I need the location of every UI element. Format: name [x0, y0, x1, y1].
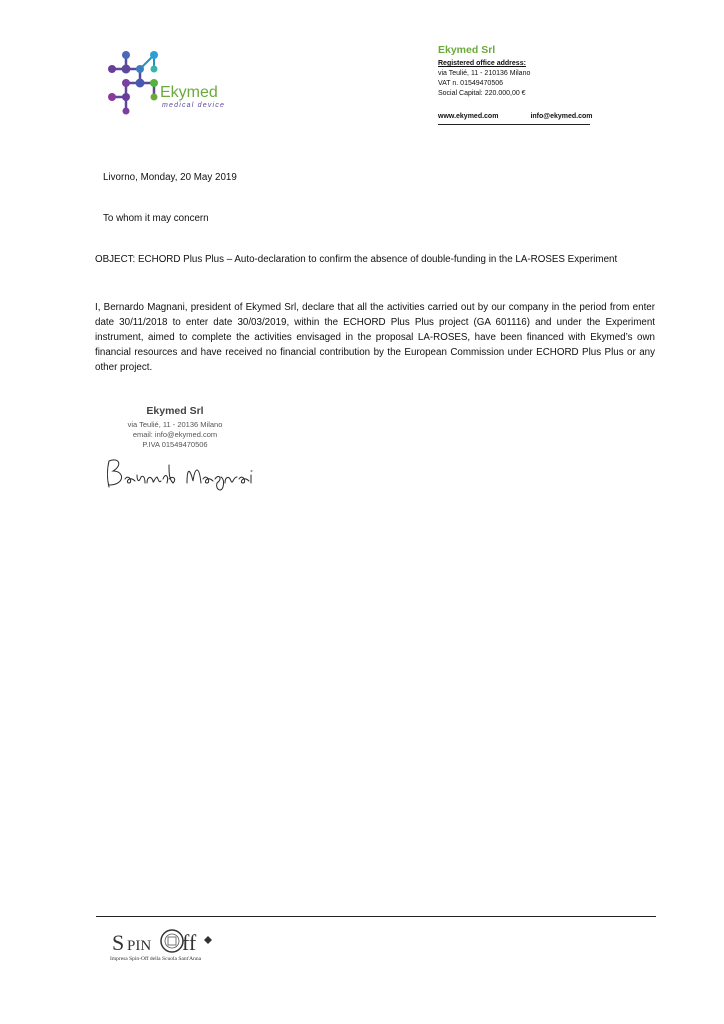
letter-declaration: I, Bernardo Magnani, president of Ekymed Srl, declare that all the activities carried out by our company in the period from enter date 30/11/2018 to enter date 30/03/2019, within the ECHORD Plus Plus project (GA 601116) and under the Experiment instrument, aimed to complete the activities envisaged in the proposal LA-ROSES, have been financed with Ekymed’s own financial resources and have received no financial contribution by the European Commission under ECHORD Plus Plus or any other project. — [95, 302, 655, 373]
stamp-address: via Teulié, 11 - 20136 Milano — [127, 420, 223, 429]
logo-brand-text: Ekymed — [160, 84, 218, 101]
office-label: Registered office address: — [438, 60, 526, 67]
email-link[interactable]: info@ekymed.com — [530, 113, 593, 120]
company-name: Ekymed Srl — [438, 44, 496, 56]
ekymed-molecule-icon — [100, 45, 235, 117]
handwritten-signature — [103, 455, 263, 493]
svg-text:ff: ff — [182, 930, 197, 955]
letter-date: Livorno, Monday, 20 May 2019 — [103, 172, 237, 183]
vat-number: VAT n. 01549470506 — [438, 80, 503, 87]
diamond-icon — [204, 936, 212, 944]
stamp-email: email: info@ekymed.com — [132, 430, 218, 439]
stamp-piva: P.IVA 01549470506 — [142, 440, 208, 449]
svg-text:PIN: PIN — [127, 938, 152, 954]
website-link[interactable]: www.ekymed.com — [438, 113, 499, 120]
stamp-company-name: Ekymed Srl — [146, 405, 204, 417]
header-divider — [438, 124, 590, 125]
company-header — [438, 44, 678, 99]
ekymed-logo — [100, 45, 235, 117]
spinoff-logo — [110, 922, 240, 970]
social-capital: Social Capital: 220.000,00 € — [438, 90, 526, 97]
footer-divider — [96, 916, 656, 917]
seal-icon — [161, 930, 183, 952]
company-stamp — [110, 405, 240, 450]
office-address: via Teulié, 11 - 210136 Milano — [438, 70, 531, 77]
logo-tagline-text: medical device — [162, 102, 226, 109]
contact-row — [438, 113, 593, 120]
svg-text:S: S — [112, 930, 125, 955]
footer-caption: Impresa Spin-Off della Scuola Sant'Anna — [110, 956, 202, 962]
letter-object: OBJECT: ECHORD Plus Plus – Auto-declaration to confirm the absence of double-funding in the LA-ROSES Experiment — [95, 254, 618, 265]
letter-salutation: To whom it may concern — [103, 213, 209, 224]
